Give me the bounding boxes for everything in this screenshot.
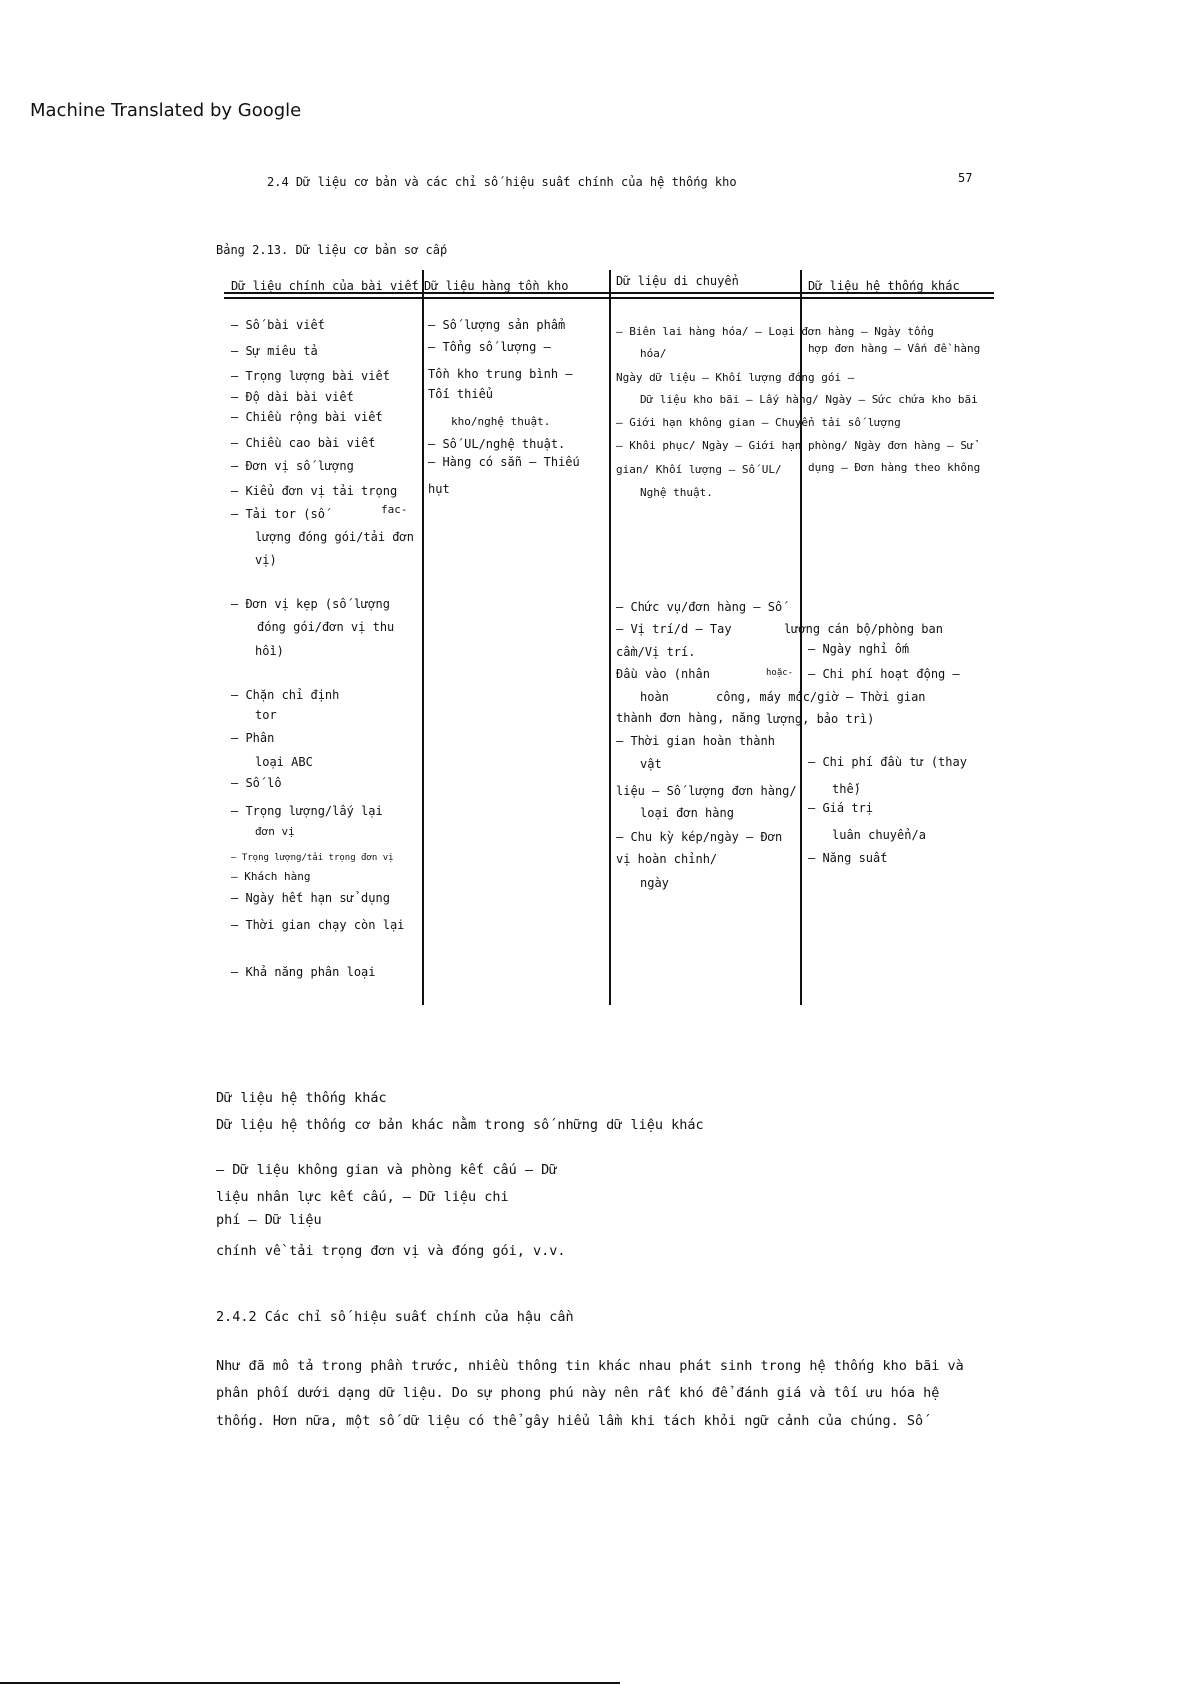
table-cell: thế): [832, 782, 861, 796]
table-cell: Tồn kho trung bình –: [428, 367, 573, 381]
table-cell: Tối thiểu: [428, 387, 494, 401]
table-cell: – Ngày nghỉ ốm: [808, 642, 910, 656]
table-cell: – Số UL/nghệ thuật.: [428, 437, 566, 451]
table-cell: – Biên lai hàng hóa/ – Loại đơn hàng – Ngày tổng: [616, 325, 934, 338]
table-cell: – Chức vụ/đơn hàng – Số: [616, 600, 783, 614]
table-cell: thành đơn hàng, năng: [616, 711, 761, 725]
section-intro: Dữ liệu hệ thống cơ bản khác nằm trong số những dữ liệu khác: [216, 1117, 704, 1133]
table-cell: – Chi phí hoạt động –: [808, 667, 960, 681]
table-cell: vị): [255, 553, 277, 567]
table-cell: công, máy móc/giờ – Thời gian: [716, 690, 926, 704]
table-cell: loại ABC: [255, 755, 313, 769]
table-cell: tor: [255, 708, 277, 722]
table-cell: vị hoàn chỉnh/: [616, 852, 718, 866]
section-heading: 2.4.2 Các chỉ số hiệu suất chính của hậu cần: [216, 1309, 574, 1325]
table-cell: – Độ dài bài viết: [231, 390, 354, 404]
table-cell: dụng – Đơn hàng theo không: [808, 461, 981, 474]
table-cell: – Giới hạn không gian – Chuyển tải số lượng: [616, 416, 901, 429]
table-cell: Ngày dữ liệu – Khối lượng đóng gói –: [616, 371, 855, 384]
table-cell: – Khôi phục/ Ngày – Giới hạn phòng/ Ngày đơn hàng – Sử: [616, 439, 974, 452]
column-header: Dữ liệu chính của bài viết: [231, 279, 419, 293]
paragraph-line: thống. Hơn nữa, một số dữ liệu có thể gây hiểu lầm khi tách khỏi ngữ cảnh của chúng. Số: [216, 1413, 924, 1429]
body-line: chính về tải trọng đơn vị và đóng gói, v.v.: [216, 1243, 566, 1259]
table-cell: kho/nghệ thuật.: [451, 415, 551, 428]
table-cell: Dữ liệu kho bãi – Lấy hàng/ Ngày – Sức chứa kho bãi: [640, 393, 978, 406]
table-cell: – Thời gian hoàn thành: [616, 734, 775, 748]
table-cell: – Trọng lượng bài viết: [231, 369, 390, 383]
table-cell: hoặc-: [766, 668, 794, 678]
table-cell: – Đơn vị số lượng: [231, 459, 354, 473]
table-cell: – Chiều rộng bài viết: [231, 410, 383, 424]
table-cell: lượng, bảo trì): [766, 712, 875, 726]
machine-translation-banner: Machine Translated by Google: [30, 100, 302, 121]
column-header: Dữ liệu di chuyển: [616, 274, 739, 288]
table-cell: – Số lô: [231, 776, 282, 790]
table-cell: – Số bài viết: [231, 318, 325, 332]
table-cell: – Hàng có sẵn – Thiếu: [428, 455, 580, 469]
table-cell: đơn vị: [255, 825, 295, 838]
table-cell: – Sự miêu tả: [231, 344, 318, 358]
table-cell: hoàn: [640, 690, 669, 704]
page-bottom-rule: [0, 1682, 620, 1684]
table-cell: luân chuyển/a: [832, 828, 926, 842]
table-cell: – Chặn chỉ định: [231, 688, 340, 702]
running-head: 2.4 Dữ liệu cơ bản và các chỉ số hiệu suất chính của hệ thống kho: [267, 175, 737, 189]
body-line: – Dữ liệu không gian và phòng kết cấu – Dữ: [216, 1162, 558, 1178]
table-cell: – Khách hàng: [231, 870, 311, 883]
table-cell: gian/ Khối lượng – Số UL/: [616, 463, 782, 476]
table-cell: ngày: [640, 876, 669, 890]
table-cell: – Phân: [231, 731, 275, 745]
table-cell: lượng cán bộ/phòng ban: [784, 622, 943, 636]
table-cell: – Ngày hết hạn sử dụng: [231, 891, 390, 905]
table-cell: – Chi phí đầu tư (thay: [808, 755, 967, 769]
table-cell: Đầu vào (nhân: [616, 667, 710, 681]
table-cell: – Chiều cao bài viết: [231, 436, 376, 450]
table-cell: – Giá trị: [808, 801, 874, 815]
table-cell: – Năng suất: [808, 851, 888, 865]
table-cell: – Thời gian chạy còn lại: [231, 918, 405, 932]
table-cell: – Tổng số lượng –: [428, 340, 551, 354]
table-cell: fac-: [381, 503, 408, 516]
table-cell: hụt: [428, 482, 450, 496]
table-cell: cầm/Vị trí.: [616, 645, 696, 659]
table-cell: hồi): [255, 644, 284, 658]
table-cell: – Số lượng sản phẩm: [428, 318, 566, 332]
table-cell: hóa/: [640, 347, 667, 360]
table-cell: vật: [640, 757, 662, 771]
body-line: phí – Dữ liệu: [216, 1212, 322, 1228]
body-line: liệu nhân lực kết cấu, – Dữ liệu chi: [216, 1189, 509, 1205]
table-cell: liệu – Số lượng đơn hàng/: [616, 784, 797, 798]
table-cell: – Trọng lượng/tải trọng đơn vị: [231, 853, 394, 863]
page-number: 57: [958, 171, 973, 185]
paragraph-line: phân phối dưới dạng dữ liệu. Do sự phong phú này nên rất khó để đánh giá và tối ưu hóa hệ: [216, 1385, 940, 1401]
paragraph-line: Như đã mô tả trong phần trước, nhiều thông tin khác nhau phát sinh trong hệ thống kho bãi và: [216, 1358, 964, 1374]
section-title: Dữ liệu hệ thống khác: [216, 1090, 387, 1106]
table-cell: Nghệ thuật.: [640, 486, 713, 499]
table-cell: – Trọng lượng/lấy lại: [231, 804, 383, 818]
table-cell: loại đơn hàng: [640, 806, 734, 820]
table-cell: hợp đơn hàng – Vấn đề hàng: [808, 342, 981, 355]
table-cell: đóng gói/đơn vị thu: [257, 620, 395, 634]
table-cell: – Tải tor (số: [231, 507, 325, 521]
column-header: Dữ liệu hệ thống khác: [808, 279, 960, 293]
table-cell: – Chu kỳ kép/ngày – Đơn: [616, 830, 783, 844]
table-column-divider: [609, 270, 611, 1005]
column-header: Dữ liệu hàng tồn kho: [424, 279, 569, 293]
table-cell: – Đơn vị kẹp (số lượng: [231, 597, 390, 611]
table-cell: – Khả năng phân loại: [231, 965, 376, 979]
table-cell: – Vị trí/d – Tay: [616, 622, 732, 636]
table-cell: – Kiểu đơn vị tải trọng: [231, 484, 398, 498]
table-cell: lượng đóng gói/tải đơn: [255, 530, 414, 544]
table-caption: Bảng 2.13. Dữ liệu cơ bản sơ cấp: [216, 243, 448, 257]
table-column-divider: [422, 270, 424, 1005]
